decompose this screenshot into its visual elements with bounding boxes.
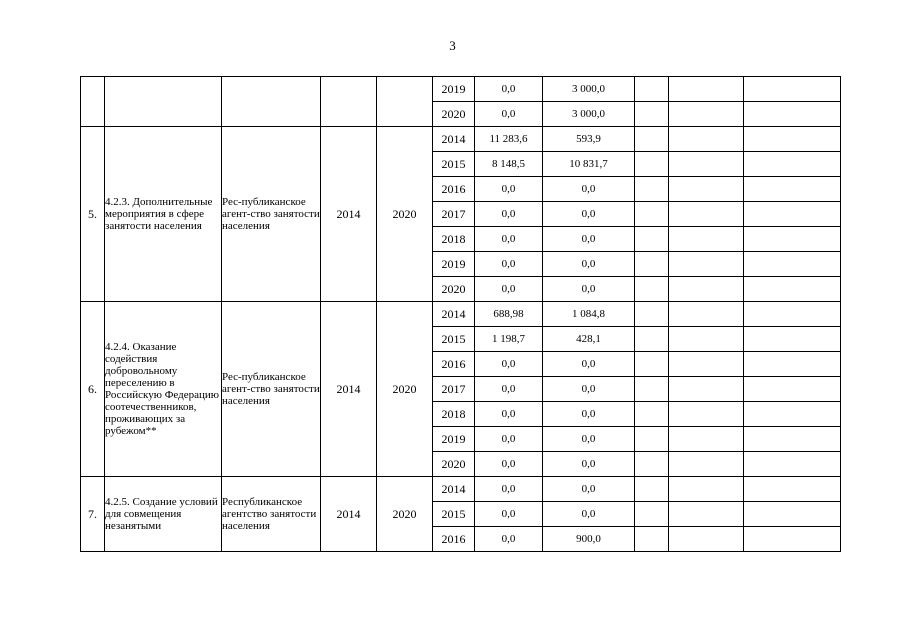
empty-cell bbox=[635, 102, 669, 127]
measure-name: 4.2.4. Оказание содействия добровольному переселению в Российскую Федерацию соотечественников, проживающих за рубежом** bbox=[105, 341, 219, 437]
value-cell-1: 0,0 bbox=[475, 502, 543, 527]
empty-cell bbox=[635, 227, 669, 252]
executor-name: Республиканское агентство занятости населения bbox=[222, 496, 317, 532]
value-cell-2: 900,0 bbox=[543, 527, 635, 552]
value-cell-2: 0,0 bbox=[543, 202, 635, 227]
empty-cell bbox=[744, 377, 841, 402]
year-cell: 2016 bbox=[433, 352, 475, 377]
executor-name: Рес-публиканское агент-ство занятости населения bbox=[222, 371, 320, 407]
empty-cell bbox=[669, 302, 744, 327]
value-cell-2: 0,0 bbox=[543, 277, 635, 302]
value-cell-2: 0,0 bbox=[543, 377, 635, 402]
value-cell-1: 0,0 bbox=[475, 202, 543, 227]
empty-cell bbox=[635, 427, 669, 452]
empty-cell bbox=[744, 202, 841, 227]
empty-cell bbox=[669, 452, 744, 477]
value-cell-2: 3 000,0 bbox=[543, 102, 635, 127]
value-cell-2: 0,0 bbox=[543, 227, 635, 252]
empty-cell bbox=[669, 377, 744, 402]
empty-cell bbox=[81, 77, 105, 127]
empty-cell bbox=[377, 77, 433, 127]
value-cell-2: 3 000,0 bbox=[543, 77, 635, 102]
empty-cell bbox=[669, 127, 744, 152]
year-cell: 2019 bbox=[433, 252, 475, 277]
value-cell-2: 0,0 bbox=[543, 252, 635, 277]
empty-cell bbox=[669, 402, 744, 427]
table-row bbox=[81, 477, 841, 502]
empty-cell bbox=[635, 202, 669, 227]
empty-cell bbox=[744, 77, 841, 102]
value-cell-1: 0,0 bbox=[475, 277, 543, 302]
value-cell-1: 0,0 bbox=[475, 427, 543, 452]
empty-cell bbox=[321, 77, 377, 127]
start-year: 2014 bbox=[321, 302, 377, 477]
empty-cell bbox=[744, 127, 841, 152]
start-year: 2014 bbox=[321, 127, 377, 302]
empty-cell bbox=[744, 152, 841, 177]
value-cell-2: 0,0 bbox=[543, 477, 635, 502]
year-cell: 2016 bbox=[433, 527, 475, 552]
value-cell-1: 0,0 bbox=[475, 252, 543, 277]
value-cell-1: 0,0 bbox=[475, 452, 543, 477]
value-cell-1: 0,0 bbox=[475, 102, 543, 127]
empty-cell bbox=[669, 252, 744, 277]
table-row bbox=[81, 302, 841, 327]
row-number: 5. bbox=[81, 127, 105, 302]
empty-cell bbox=[635, 377, 669, 402]
empty-cell bbox=[669, 427, 744, 452]
empty-cell bbox=[635, 252, 669, 277]
value-cell-2: 0,0 bbox=[543, 502, 635, 527]
year-cell: 2016 bbox=[433, 177, 475, 202]
value-cell-1: 0,0 bbox=[475, 477, 543, 502]
empty-cell bbox=[669, 477, 744, 502]
empty-cell bbox=[635, 352, 669, 377]
page-number: 3 bbox=[449, 38, 456, 53]
end-year: 2020 bbox=[377, 477, 433, 552]
year-cell: 2017 bbox=[433, 377, 475, 402]
empty-cell bbox=[635, 327, 669, 352]
empty-cell bbox=[744, 527, 841, 552]
empty-cell bbox=[635, 502, 669, 527]
empty-cell bbox=[635, 402, 669, 427]
executor-cell bbox=[222, 477, 321, 552]
year-cell: 2020 bbox=[433, 277, 475, 302]
executor-cell bbox=[222, 302, 321, 477]
empty-cell bbox=[635, 177, 669, 202]
value-cell-1: 0,0 bbox=[475, 77, 543, 102]
empty-cell bbox=[635, 152, 669, 177]
year-cell: 2015 bbox=[433, 327, 475, 352]
empty-cell bbox=[744, 277, 841, 302]
year-cell: 2015 bbox=[433, 152, 475, 177]
value-cell-1: 688,98 bbox=[475, 302, 543, 327]
value-cell-2: 1 084,8 bbox=[543, 302, 635, 327]
empty-cell bbox=[669, 502, 744, 527]
empty-cell bbox=[669, 227, 744, 252]
year-cell: 2014 bbox=[433, 477, 475, 502]
empty-cell bbox=[635, 127, 669, 152]
value-cell-2: 0,0 bbox=[543, 402, 635, 427]
value-cell-2: 10 831,7 bbox=[543, 152, 635, 177]
year-cell: 2014 bbox=[433, 302, 475, 327]
value-cell-2: 0,0 bbox=[543, 352, 635, 377]
year-cell: 2019 bbox=[433, 77, 475, 102]
value-cell-1: 0,0 bbox=[475, 352, 543, 377]
empty-cell bbox=[635, 477, 669, 502]
value-cell-1: 11 283,6 bbox=[475, 127, 543, 152]
program-table bbox=[80, 76, 841, 552]
value-cell-1: 0,0 bbox=[475, 177, 543, 202]
executor-name: Рес-публиканское агент-ство занятости населения bbox=[222, 196, 320, 232]
value-cell-1: 8 148,5 bbox=[475, 152, 543, 177]
empty-cell bbox=[744, 352, 841, 377]
empty-cell bbox=[744, 427, 841, 452]
empty-cell bbox=[105, 77, 222, 127]
measure-name: 4.2.3. Дополнительные мероприятия в сфере занятости населения bbox=[105, 196, 213, 232]
empty-cell bbox=[669, 352, 744, 377]
year-cell: 2015 bbox=[433, 502, 475, 527]
value-cell-2: 0,0 bbox=[543, 427, 635, 452]
row-number: 6. bbox=[81, 302, 105, 477]
empty-cell bbox=[669, 277, 744, 302]
year-cell: 2020 bbox=[433, 452, 475, 477]
year-cell: 2017 bbox=[433, 202, 475, 227]
empty-cell bbox=[744, 502, 841, 527]
value-cell-1: 0,0 bbox=[475, 402, 543, 427]
empty-cell bbox=[669, 152, 744, 177]
value-cell-2: 0,0 bbox=[543, 452, 635, 477]
table-row bbox=[81, 77, 841, 102]
row-number: 7. bbox=[81, 477, 105, 552]
value-cell-1: 0,0 bbox=[475, 527, 543, 552]
value-cell-1: 0,0 bbox=[475, 377, 543, 402]
empty-cell bbox=[744, 477, 841, 502]
year-cell: 2019 bbox=[433, 427, 475, 452]
measure-name-cell bbox=[105, 302, 222, 477]
empty-cell bbox=[744, 402, 841, 427]
start-year: 2014 bbox=[321, 477, 377, 552]
year-cell: 2014 bbox=[433, 127, 475, 152]
empty-cell bbox=[635, 77, 669, 102]
value-cell-2: 0,0 bbox=[543, 177, 635, 202]
empty-cell bbox=[635, 277, 669, 302]
value-cell-2: 428,1 bbox=[543, 327, 635, 352]
value-cell-1: 0,0 bbox=[475, 227, 543, 252]
empty-cell bbox=[744, 102, 841, 127]
end-year: 2020 bbox=[377, 302, 433, 477]
value-cell-2: 593,9 bbox=[543, 127, 635, 152]
empty-cell bbox=[669, 327, 744, 352]
empty-cell bbox=[669, 177, 744, 202]
empty-cell bbox=[744, 327, 841, 352]
empty-cell bbox=[669, 77, 744, 102]
year-cell: 2018 bbox=[433, 402, 475, 427]
empty-cell bbox=[669, 102, 744, 127]
year-cell: 2020 bbox=[433, 102, 475, 127]
year-cell: 2018 bbox=[433, 227, 475, 252]
empty-cell bbox=[744, 452, 841, 477]
measure-name-cell bbox=[105, 127, 222, 302]
empty-cell bbox=[744, 177, 841, 202]
empty-cell bbox=[669, 527, 744, 552]
measure-name: 4.2.5. Создание условий для совмещения незанятыми bbox=[105, 496, 218, 532]
empty-cell bbox=[669, 202, 744, 227]
end-year: 2020 bbox=[377, 127, 433, 302]
empty-cell bbox=[635, 302, 669, 327]
executor-cell bbox=[222, 127, 321, 302]
measure-name-cell bbox=[105, 477, 222, 552]
table-row bbox=[81, 127, 841, 152]
empty-cell bbox=[744, 302, 841, 327]
empty-cell bbox=[744, 252, 841, 277]
empty-cell bbox=[635, 452, 669, 477]
value-cell-1: 1 198,7 bbox=[475, 327, 543, 352]
empty-cell bbox=[744, 227, 841, 252]
empty-cell bbox=[222, 77, 321, 127]
empty-cell bbox=[635, 527, 669, 552]
